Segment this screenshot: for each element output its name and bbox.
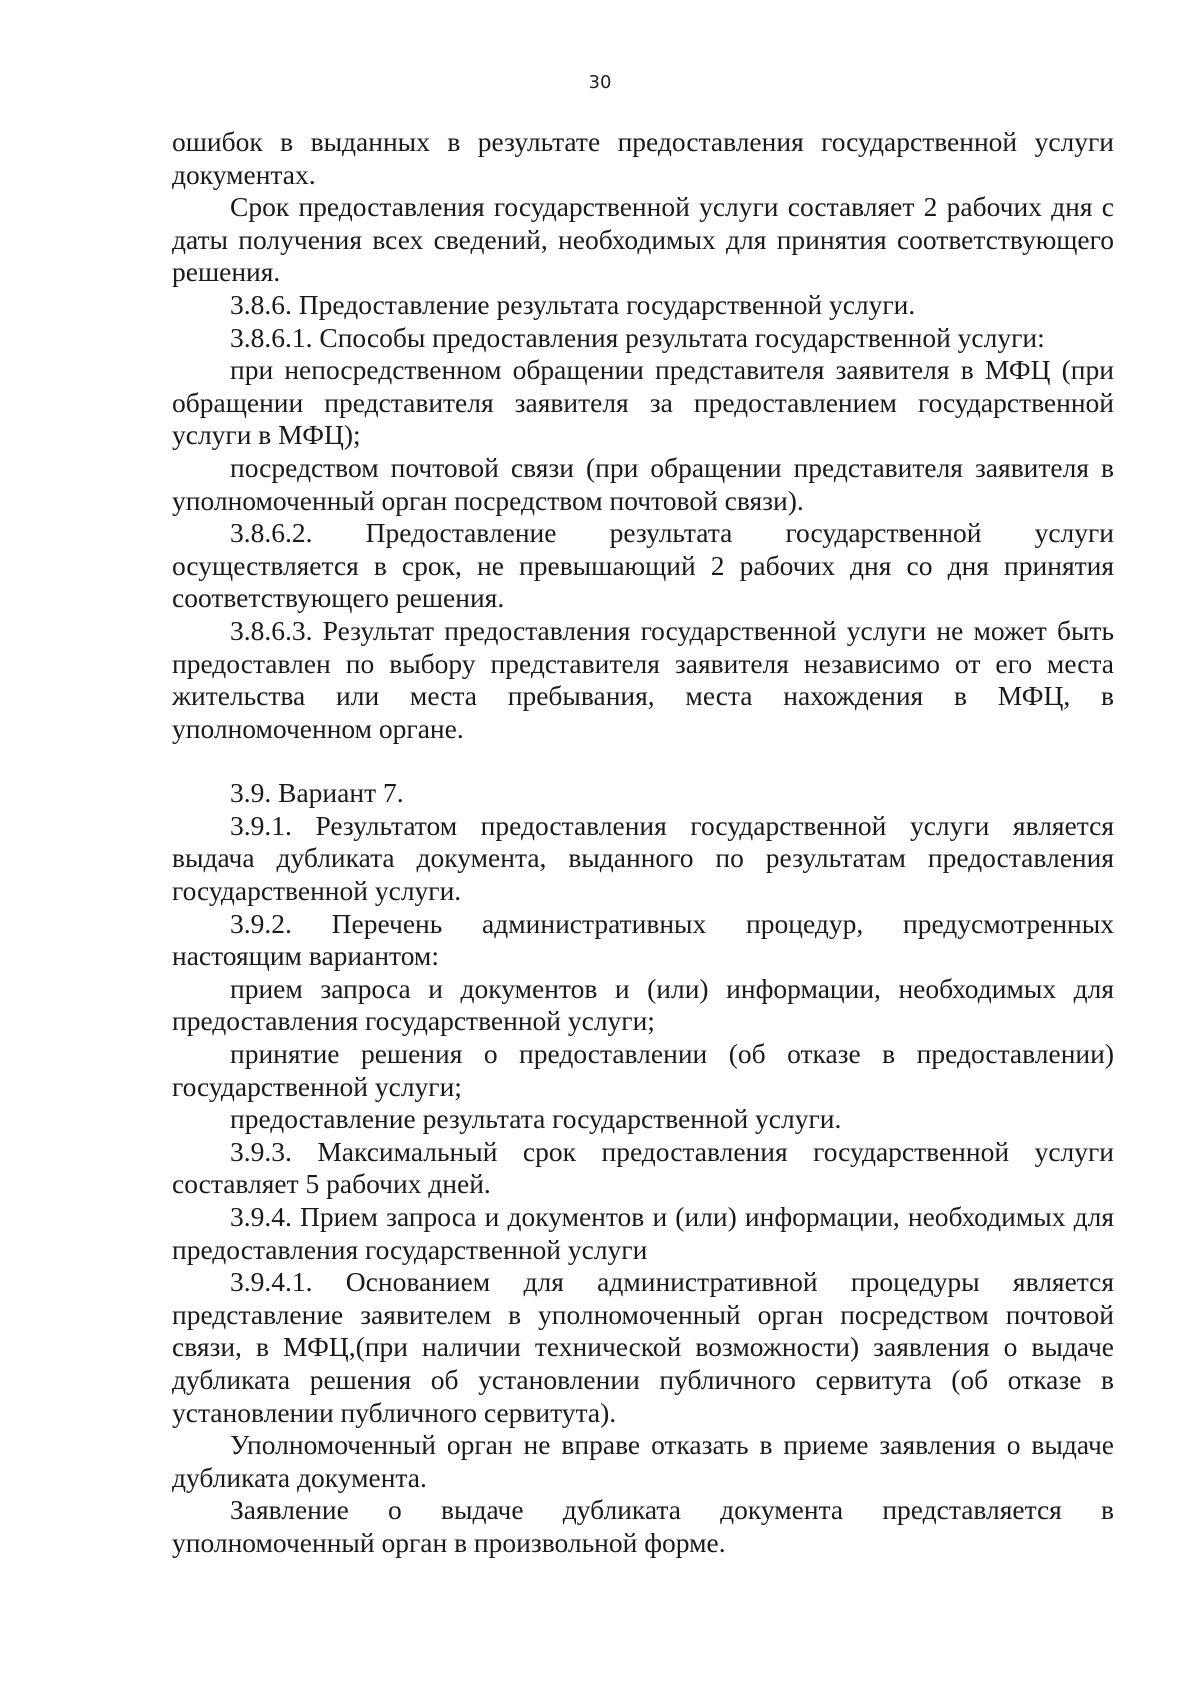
paragraph: посредством почтовой связи (при обращении представителя заявителя в уполномоченный орган посредством почтовой связи). <box>172 451 1114 516</box>
paragraph: 3.9.4. Прием запроса и документов и (или) информации, необходимых для предоставления государственной услуги <box>172 1201 1114 1265</box>
paragraph: предоставление результата государственной услуги. <box>230 1103 842 1135</box>
paragraph: 3.9.4.1. Основанием для административной процедуры является представление заявителем в уполномоченный орган посредством почтовой связи, в МФЦ,(при наличии технической возможности) заявления о выдаче дубликата решения об установлении публичного сервитута (об отказе в установлении публичного сервитута). <box>172 1266 1114 1428</box>
paragraph: прием запроса и документов и (или) информации, необходимых для предоставления государственной услуги; <box>172 972 1114 1037</box>
paragraph: Срок предоставления государственной услуги составляет 2 рабочих дня с даты получения всех сведений, необходимых для принятия соответствующего решения. <box>172 191 1114 288</box>
paragraph: 3.8.6.3. Результат предоставления государственной услуги не может быть предоставлен по выбору представителя заявителя независимо от его места жительства или места пребывания, места нахождения в МФЦ, в уполномоченном органе. <box>172 614 1114 744</box>
section-heading: 3.9. Вариант 7. <box>230 777 404 809</box>
document-body <box>172 126 1114 1560</box>
page-number: 30 <box>588 72 612 93</box>
paragraph: 3.8.6.2. Предоставление результата государственной услуги осуществляется в срок, не превышающий 2 рабочих дня со дня принятия соответствующего решения. <box>172 517 1114 614</box>
paragraph: при непосредственном обращении представителя заявителя в МФЦ (при обращении представителя заявителя за предоставлением государственной услуги в МФЦ); <box>172 354 1114 451</box>
paragraph: 3.9.2. Перечень административных процедур, предусмотренных настоящим вариантом: <box>172 907 1114 972</box>
paragraph: Заявление о выдаче дубликата документа представляется в уполномоченный орган в произвольной форме. <box>172 1494 1114 1558</box>
paragraph: 3.9.3. Максимальный срок предоставления государственной услуги составляет 5 рабочих дней. <box>172 1135 1114 1200</box>
paragraph: 3.9.1. Результатом предоставления государственной услуги является выдача дубликата документа, выданного по результатам предоставления государственной услуги. <box>172 809 1114 907</box>
paragraph: 3.8.6.1. Способы предоставления результата государственной услуги: <box>230 321 1045 353</box>
paragraph: принятие решения о предоставлении (об отказе в предоставлении) государственной услуги; <box>172 1038 1114 1102</box>
paragraph: Уполномоченный орган не вправе отказать в приеме заявления о выдаче дубликата документа. <box>172 1429 1114 1493</box>
paragraph: 3.8.6. Предоставление результата государственной услуги. <box>230 288 916 320</box>
paragraph: ошибок в выданных в результате предоставления государственной услуги документах. <box>172 126 1114 190</box>
